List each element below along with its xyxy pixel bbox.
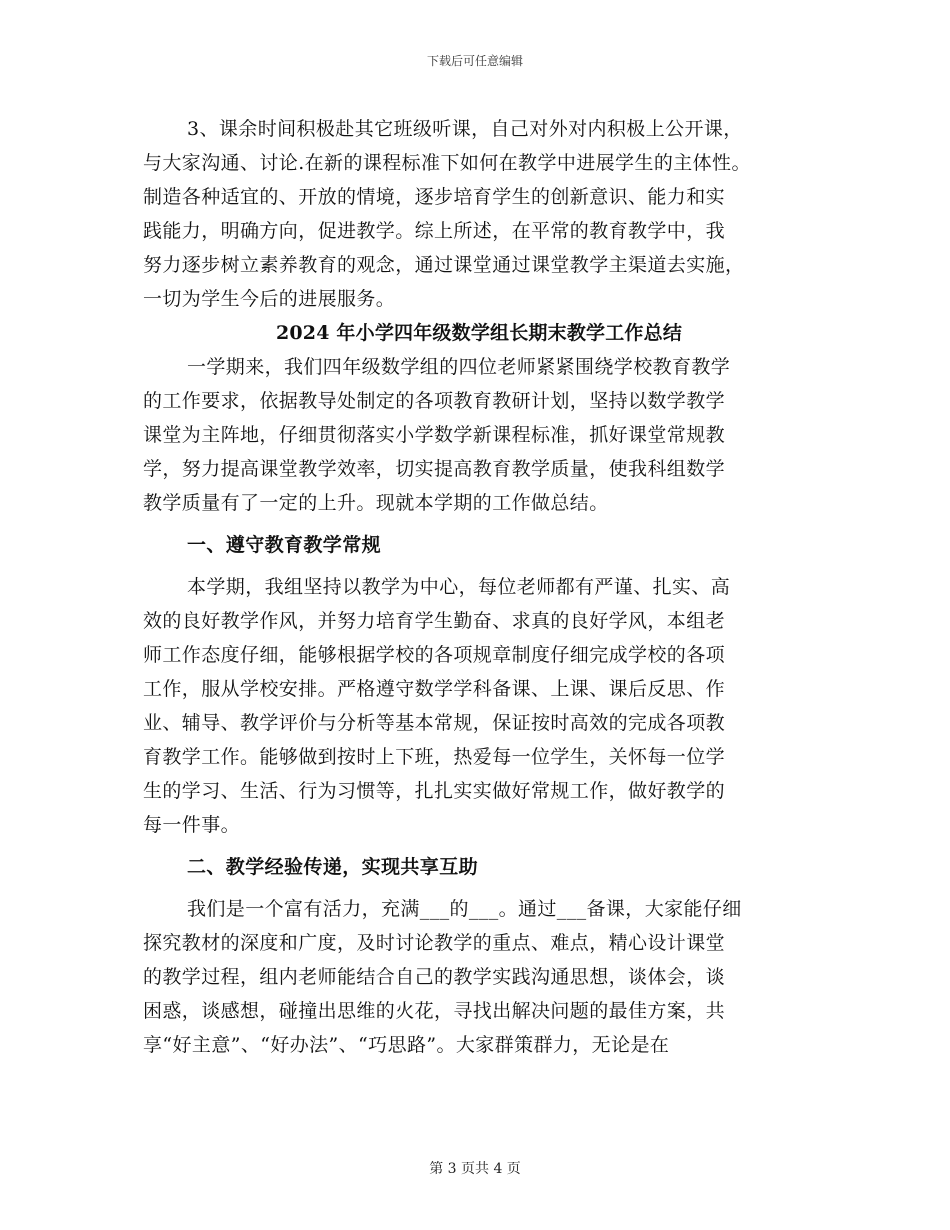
text-line: 工作，服从学校安排。严格遵守数学学科备课、上课、课后反思、作 (143, 678, 726, 700)
text-line: 效的良好教学作风，并努力培育学生勤奋、求真的良好学风，本组老 (143, 610, 726, 632)
document-title: 2024 年小学四年级数学组长期末教学工作总结 (275, 322, 683, 344)
text-line: 的教学过程，组内老师能结合自己的教学实践沟通思想，谈体会，谈 (143, 966, 726, 988)
text-line: 制造各种适宜的、开放的情境，逐步培育学生的创新意识、能力和实 (143, 186, 726, 208)
text-line: 生的学习、生活、行为习惯等，扎扎实实做好常规工作，做好教学的 (143, 780, 726, 802)
text-line: 课堂为主阵地，仔细贯彻落实小学数学新课程标准，抓好课堂常规教 (143, 424, 726, 446)
document-body (143, 112, 815, 1062)
text-line: 教学质量有了一定的上升。现就本学期的工作做总结。 (143, 492, 609, 514)
page-footer: 第 3 页共 4 页 (429, 1161, 521, 1177)
text-line: 3、课余时间积极赴其它班级听课，自己对外对内积极上公开课， (187, 118, 743, 140)
text-line: 业、辅导、教学评价与分析等基本常规，保证按时高效的完成各项教 (143, 712, 726, 734)
text-line: 学，努力提高课堂教学效率，切实提高教育教学质量，使我科组数学 (143, 458, 726, 480)
text-line: 困惑，谈感想，碰撞出思维的火花，寻找出解决问题的最佳方案，共 (143, 1000, 726, 1022)
section-heading: 二、教学经验传递，实现共享互助 (187, 856, 479, 878)
section-heading: 一、遵守教育教学常规 (187, 534, 382, 556)
text-line: 努力逐步树立素养教育的观念，通过课堂通过课堂教学主渠道去实施， (143, 254, 745, 276)
text-line: 践能力，明确方向，促进教学。综上所述，在平常的教育教学中，我 (143, 220, 726, 242)
text-line: 每一件事。 (143, 814, 241, 836)
text-line: 我们是一个富有活力，充满___的___。通过___备课，大家能仔细 (187, 898, 742, 920)
text-line: 本学期，我组坚持以教学为中心，每位老师都有严谨、扎实、高 (187, 576, 731, 598)
text-line: 师工作态度仔细，能够根据学校的各项规章制度仔细完成学校的各项 (143, 644, 726, 666)
text-line: 育教学工作。能够做到按时上下班，热爱每一位学生，关怀每一位学 (143, 746, 726, 768)
text-line: 享“好主意”、“好办法”、“巧思路”。大家群策群力，无论是在 (143, 1034, 670, 1056)
text-line: 一切为学生今后的进展服务。 (143, 288, 396, 310)
text-line: 一学期来，我们四年级数学组的四位老师紧紧围绕学校教育教学 (187, 356, 731, 378)
page-header: 下载后可任意编辑 (426, 54, 523, 68)
text-line: 与大家沟通、讨论.在新的课程标准下如何在教学中进展学生的主体性。 (143, 152, 751, 174)
text-line: 的工作要求，依据教导处制定的各项教育教研计划，坚持以数学教学 (143, 390, 726, 412)
text-line: 探究教材的深度和广度，及时讨论教学的重点、难点，精心设计课堂 (143, 932, 726, 954)
